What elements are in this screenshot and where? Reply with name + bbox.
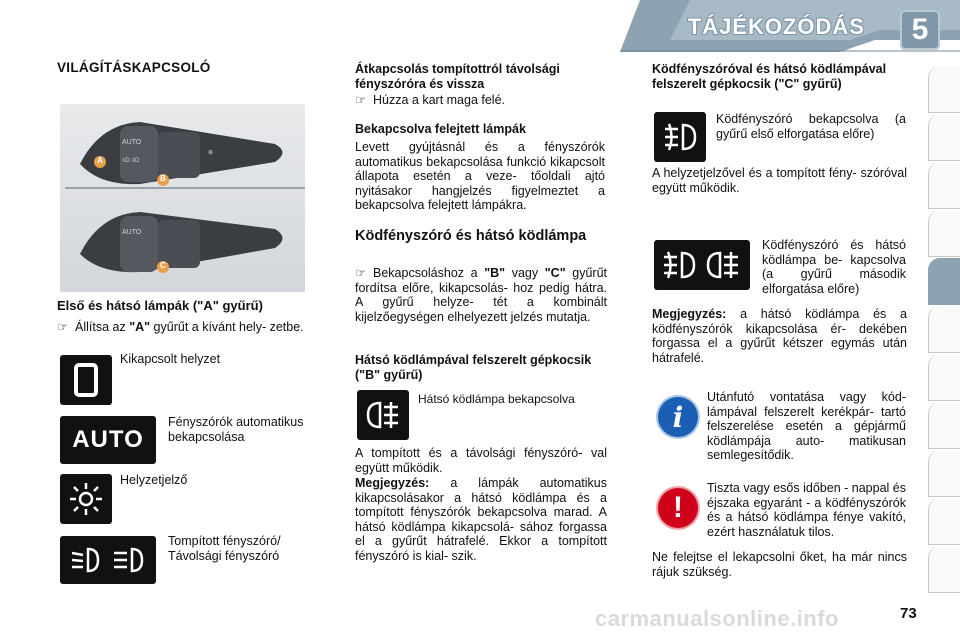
chapter-number-badge: 5 <box>900 10 940 50</box>
fog-section-title: Ködfényszóró és hátsó ködlámpa <box>355 228 587 244</box>
side-tab[interactable] <box>928 402 960 449</box>
auto-icon: AUTO <box>60 416 156 464</box>
side-tab[interactable] <box>928 210 960 257</box>
rear-fog-icon <box>357 390 409 440</box>
off-label: Kikapcsolt helyzet <box>120 352 221 366</box>
front-rear-fog-label: Ködfényszóró és hátsó ködlámpa be- kapcsolva (a gyűrű második elforgatása előre) <box>762 238 906 296</box>
label-a: A <box>97 156 103 165</box>
rear-fog-note: Megjegyzés: a lámpák automatikus kikapcsolásakor a hátsó ködlámpa és a tompított fényszórók bekapcsolva marad. A hátsó ködlámpa kikapcsolá- sához forgassa el a gyűrűt hátrafelé. Ekkor a tompított fényszóró is kial- szik. <box>355 476 607 563</box>
warning-text: Tiszta vagy esős időben - nappal és éjszaka egyaránt - a ködfényszórók és a hátsó ködlámpa fénye vakító, ezért használatuk tilos. <box>707 481 906 539</box>
info-text: Utánfutó vontatása vagy kód- lámpával felszerelt kerékpár- tartó felszerelése esetén a gépjármű ködlámpája auto- matikusan semlegesítődik. <box>707 390 906 462</box>
stalk-illustration <box>60 104 305 292</box>
info-icon: i <box>658 397 698 437</box>
side-tab-active[interactable] <box>928 258 960 305</box>
side-tab[interactable] <box>928 66 960 113</box>
front-rear-fog-icon <box>654 240 750 290</box>
watermark: carmanualsonline.info <box>595 606 839 631</box>
rear-fog-label: Hátsó ködlámpa bekapcsolva <box>418 392 575 406</box>
svg-text:≡D ≡D: ≡D ≡D <box>122 158 140 164</box>
svg-text:⊕: ⊕ <box>208 150 214 156</box>
pointer-icon: ☞ <box>355 93 367 107</box>
label-c: C <box>160 261 166 270</box>
fog-bullet: ☞ Bekapcsoláshoz a "B" vagy "C" gyűrűt fordítsa előre, kikapcsolás- hoz pedig hátra. A gyűrű helyze- tét a kombinált kijelzőegységen elhelyezett jelzés mutatja. <box>355 266 607 324</box>
final-text: Ne felejtse el lekapcsolni őket, ha már nincs rájuk szükség. <box>652 550 907 579</box>
front-fog-label: Ködfényszóró bekapcsolva (a gyűrű első elforgatása előre) <box>716 112 906 141</box>
forgotten-lights-title: Bekapcsolva felejtett lámpák <box>355 122 526 136</box>
switch-beam-title: Átkapcsolás tompítottról távolsági fényszóróra és vissza <box>355 62 560 91</box>
warning-icon: ! <box>658 488 698 528</box>
side-tab[interactable] <box>928 114 960 161</box>
beam-icon <box>60 536 156 584</box>
side-tab[interactable] <box>928 498 960 545</box>
svg-text:AUTO: AUTO <box>122 229 142 236</box>
side-tab[interactable] <box>928 354 960 401</box>
section-title: VILÁGÍTÁSKAPCSOLÓ <box>57 60 211 75</box>
side-tab[interactable] <box>928 450 960 497</box>
front-rear-fog-note: Megjegyzés: a hátsó ködlámpa és a ködfényszórók kikapcsolása ér- dekében forgassa el a gyűrűt kétszer egymás után hátrafelé. <box>652 307 907 365</box>
pointer-icon: ☞ <box>57 320 69 334</box>
side-light-label: Helyzetjelző <box>120 473 188 487</box>
beam-label: Tompított fényszóró/ Távolsági fényszóró <box>168 534 281 563</box>
off-icon <box>60 355 112 405</box>
forgotten-lights-text: Levett gyújtásnál és a fényszórók automatikus bekapcsolása funkció kikapcsolt állapota esetén a veze- tőoldali ajtó nyitásakor hangjelzés figyelmeztet a bekapcsolva felejtett lámpákra. <box>355 140 605 212</box>
front-fog-title: Ködfényszóróval és hátsó ködlámpával felszerelt gépkocsik ("C" gyűrű) <box>652 62 887 91</box>
side-light-icon <box>60 474 112 524</box>
side-tab[interactable] <box>928 306 960 353</box>
pointer-icon: ☞ <box>355 266 367 280</box>
svg-text:AUTO: AUTO <box>122 139 142 146</box>
light-switch-photo <box>60 104 305 292</box>
side-tab[interactable] <box>928 546 960 593</box>
auto-label: Fényszórók automatikus bekapcsolása <box>168 415 304 444</box>
page-number: 73 <box>900 605 917 622</box>
subheading-a-ring: Első és hátsó lámpák ("A" gyűrű) <box>57 298 263 313</box>
page-header-title: TÁJÉKOZÓDÁS <box>687 14 865 39</box>
front-fog-icon <box>654 112 706 162</box>
front-fog-text: A helyzetjelzővel és a tompított fény- szóróval együtt működik. <box>652 166 907 195</box>
switch-beam-bullet: ☞ Húzza a kart maga felé. <box>355 93 506 107</box>
rear-fog-title: Hátsó ködlámpával felszerelt gépkocsik ("B" gyűrű) <box>355 353 592 382</box>
side-tab[interactable] <box>928 162 960 209</box>
rear-fog-text: A tompított és a távolsági fényszóró- val együtt működik. <box>355 446 607 475</box>
bullet-a-ring: ☞ Állítsa az "A" gyűrűt a kívánt hely- zetbe. <box>57 320 304 334</box>
label-b: B <box>160 174 166 183</box>
